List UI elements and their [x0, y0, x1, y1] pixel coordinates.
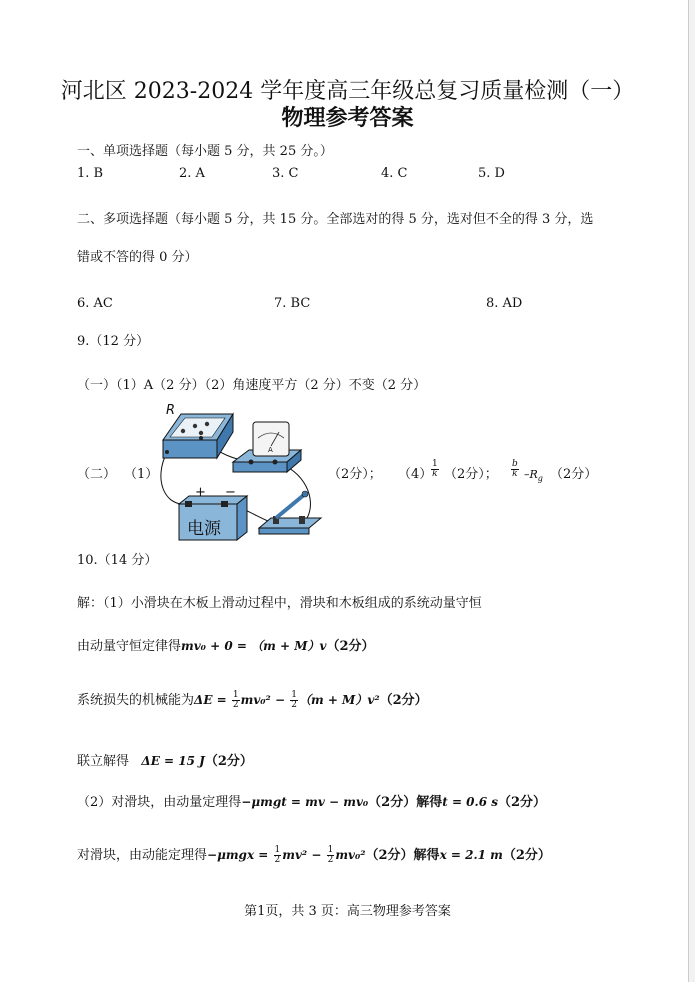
momentum-equation: mv₀ + 0 = （m + M）v: [181, 639, 327, 653]
q9-part1: （一）（1）A（2 分）（2）角速度平方（2 分）不变（2 分）: [77, 378, 427, 393]
q10-line2: [77, 638, 375, 655]
rg-subscript: g: [537, 474, 543, 484]
energy-eq-term1: mv₀² −: [240, 693, 290, 707]
fraction-denominator: 2: [327, 855, 334, 865]
q10-line4: [77, 753, 253, 770]
fraction-denominator: 2: [274, 855, 281, 865]
fraction-b-over-k: [511, 460, 519, 479]
fraction-numerator: b: [512, 459, 518, 469]
exam-title: 河北区 2023-2024 学年度高三年级总复习质量检测（一）: [60, 79, 635, 104]
fraction-numerator: 1: [291, 690, 297, 700]
resistor-label: R: [166, 403, 176, 418]
circuit-diagram: [155, 400, 325, 548]
fraction-denominator: k: [512, 469, 518, 479]
work-energy-term2: mv₀²: [335, 848, 366, 862]
line6-score: （2分）解得: [365, 848, 440, 863]
q10-line6: [77, 845, 551, 866]
line5-score: （2分）解得: [368, 795, 443, 810]
wire: [161, 452, 183, 504]
battery-plus: +: [195, 485, 206, 500]
q9-score2: （2分）；: [444, 467, 498, 482]
battery-label: 电源: [187, 519, 221, 539]
q9-part2-sub4: （4）: [398, 467, 433, 482]
fraction-half: [232, 691, 240, 710]
fraction-half: [290, 691, 298, 710]
switch: [259, 491, 321, 534]
ammeter-label: A: [268, 446, 273, 454]
fraction-numerator: 1: [274, 845, 281, 855]
ammeter: [233, 422, 301, 472]
battery-minus: −: [225, 485, 236, 500]
q10-line1: 解：（1）小滑块在木板上滑动过程中，滑块和木板组成的系统动量守恒: [77, 596, 482, 611]
line5-score2: （2分）: [497, 795, 547, 810]
q10-label: 10.（14 分）: [77, 553, 158, 568]
work-energy-term1: mv² −: [282, 848, 326, 862]
section2-heading-line1: 二、多项选择题（每小题 5 分，共 15 分。全部选对的得 5 分，选对但不全的得 3 分，选: [77, 212, 594, 227]
distance-result: x = 2.1 m: [439, 848, 503, 862]
line3-score: （2分）: [379, 693, 428, 708]
fraction-half: [327, 846, 335, 865]
work-energy-lhs: −μmgx =: [207, 848, 273, 862]
energy-eq-lhs: ΔE =: [194, 693, 231, 707]
impulse-equation: −μmgt = mv − mv₀: [241, 795, 369, 809]
fraction-numerator: 1: [432, 459, 438, 469]
page-edge: [688, 0, 695, 982]
energy-eq-term2: （m + M）v²: [298, 693, 380, 707]
page-title: 物理参考答案: [281, 105, 414, 131]
line2-text: 由动量守恒定律得: [77, 639, 182, 654]
answer-7: 7. BC: [274, 296, 311, 311]
q9-part2-sub1: （1）: [124, 467, 159, 482]
fraction-denominator: 2: [232, 700, 239, 710]
answer-8: 8. AD: [486, 296, 523, 311]
line2-score: （2分）: [326, 639, 375, 654]
fraction-numerator: 1: [327, 845, 334, 855]
section1-heading: 一、单项选择题（每小题 5 分，共 25 分。）: [77, 144, 333, 159]
rg-text: –R: [524, 468, 538, 481]
resistance-box: [163, 414, 233, 458]
line4-text: 联立解得: [77, 754, 130, 769]
line6-text: 对滑块，由动能定理得: [77, 848, 208, 863]
fraction-half: [274, 846, 282, 865]
q9-part2-label: （二）: [77, 467, 117, 482]
line4-score: （2分）: [204, 754, 253, 769]
fraction-denominator: k: [432, 469, 438, 479]
section2-heading-line2: 错或不答的得 0 分）: [77, 250, 198, 265]
line5-text: （2）对滑块，由动量定理得: [77, 795, 242, 810]
answer-1: 1. B: [77, 166, 104, 181]
q9-rg: [524, 467, 543, 487]
fraction-denominator: 2: [291, 700, 297, 710]
answer-6: 6. AC: [77, 296, 113, 311]
answer-3: 3. C: [272, 166, 299, 181]
fraction-1-over-k: [431, 460, 439, 479]
time-result: t = 0.6 s: [442, 795, 498, 809]
page-footer: 第1页，共 3 页：高三物理参考答案: [244, 904, 451, 919]
answer-5: 5. D: [478, 166, 505, 181]
q9-score3: （2分）: [550, 467, 598, 482]
line3-text: 系统损失的机械能为: [77, 693, 195, 708]
q10-line5: [77, 794, 546, 811]
energy-result: ΔE = 15 J: [141, 754, 205, 768]
q9-part2-score: （2分）；: [328, 467, 382, 482]
q10-line3: [77, 690, 428, 711]
answer-4: 4. C: [381, 166, 408, 181]
answer-2: 2. A: [179, 166, 205, 181]
fraction-numerator: 1: [232, 690, 239, 700]
line6-score2: （2分）: [502, 848, 551, 863]
q9-label: 9.（12 分）: [77, 334, 150, 349]
